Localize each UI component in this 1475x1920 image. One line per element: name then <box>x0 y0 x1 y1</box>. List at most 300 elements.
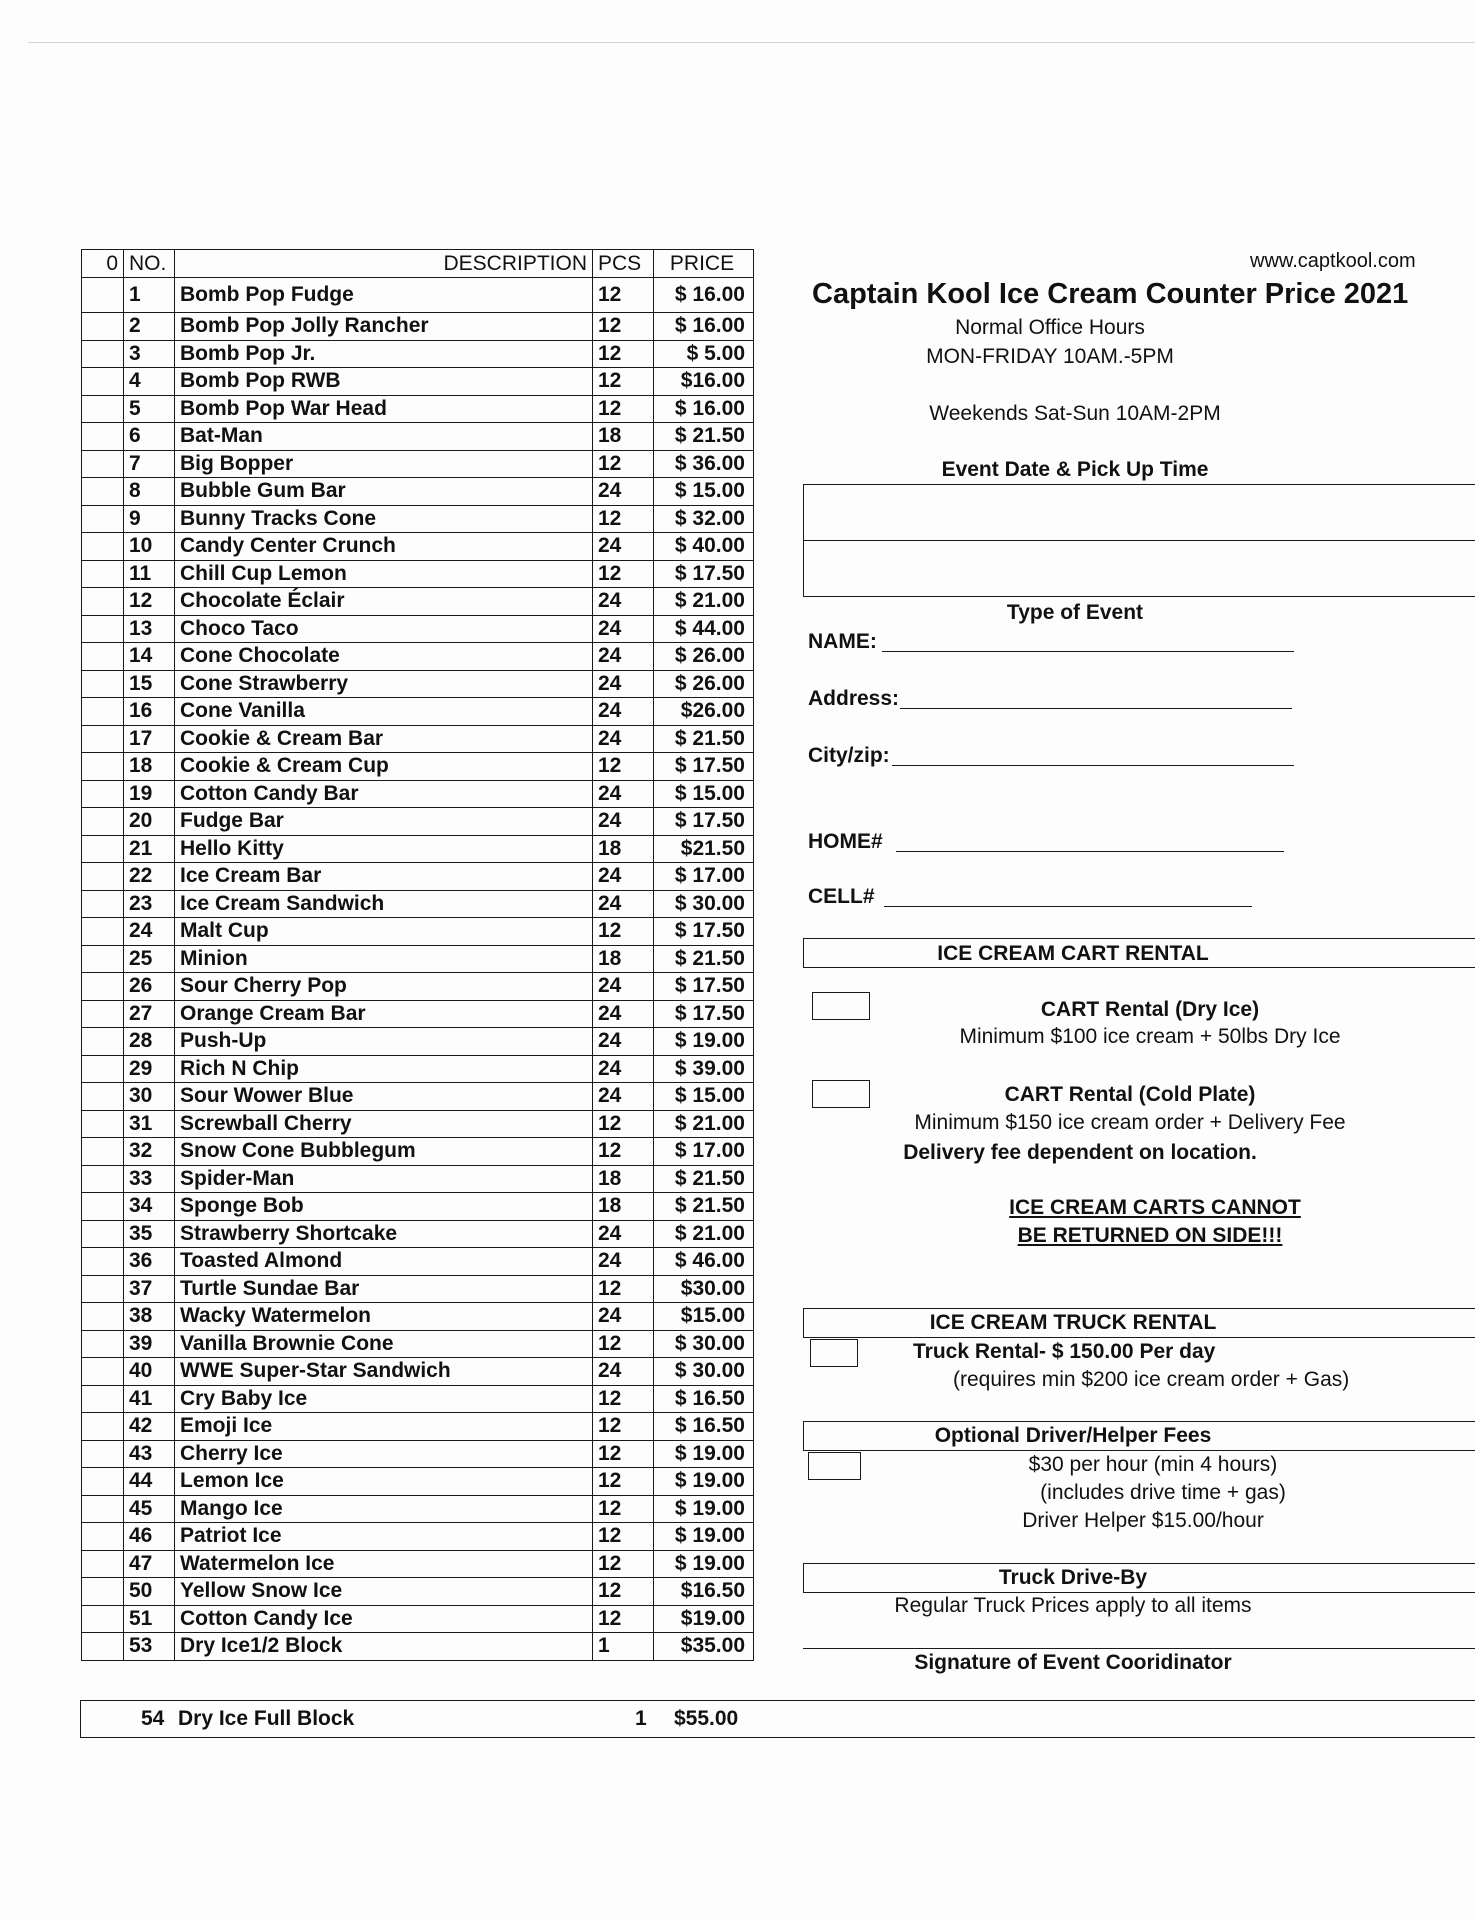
row-zero-cell <box>82 890 124 918</box>
row-number: 50 <box>124 1578 175 1606</box>
row-pcs: 12 <box>593 368 654 396</box>
row-zero-cell <box>82 1495 124 1523</box>
last-row-description: Dry Ice Full Block <box>178 1707 355 1730</box>
row-price: $ 16.00 <box>654 395 754 423</box>
row-description: Rich N Chip <box>175 1055 593 1083</box>
row-zero-cell <box>82 698 124 726</box>
row-description: Chocolate Éclair <box>175 588 593 616</box>
table-row <box>82 698 754 726</box>
row-price: $ 46.00 <box>654 1248 754 1276</box>
table-row <box>82 1413 754 1441</box>
address-field[interactable] <box>900 708 1292 709</box>
col-no-header: NO. <box>124 250 175 278</box>
row-number: 34 <box>124 1193 175 1221</box>
row-number: 15 <box>124 670 175 698</box>
row-price: $ 16.00 <box>654 278 754 313</box>
cityzip-label: City/zip: <box>808 744 890 767</box>
row-zero-cell <box>82 973 124 1001</box>
row-pcs: 24 <box>593 808 654 836</box>
row-zero-cell <box>82 1275 124 1303</box>
cart-cold-plate-title: CART Rental (Cold Plate) <box>1004 1083 1256 1106</box>
row-price: $ 21.00 <box>654 1220 754 1248</box>
row-description: Dry Ice1/2 Block <box>175 1633 593 1661</box>
cityzip-field[interactable] <box>892 765 1294 766</box>
row-price: $ 21.50 <box>654 423 754 451</box>
row-pcs: 24 <box>593 780 654 808</box>
row-price: $ 17.00 <box>654 863 754 891</box>
row-pcs: 12 <box>593 1605 654 1633</box>
row-pcs: 24 <box>593 725 654 753</box>
table-row <box>82 1248 754 1276</box>
page-top-rule <box>28 42 1475 43</box>
drive-by-desc: Regular Truck Prices apply to all items <box>894 1594 1252 1617</box>
row-price: $ 21.00 <box>654 1110 754 1138</box>
row-description: Emoji Ice <box>175 1413 593 1441</box>
row-price: $ 21.50 <box>654 945 754 973</box>
row-zero-cell <box>82 1193 124 1221</box>
cart-warning-line1: ICE CREAM CARTS CANNOT <box>1009 1196 1301 1219</box>
last-row-pcs: 1 <box>635 1707 647 1730</box>
row-price: $30.00 <box>654 1275 754 1303</box>
table-row <box>82 1275 754 1303</box>
table-row <box>82 1605 754 1633</box>
row-description: WWE Super-Star Sandwich <box>175 1358 593 1386</box>
driver-fee-rate: $30 per hour (min 4 hours) <box>1028 1453 1278 1476</box>
table-row <box>82 1138 754 1166</box>
row-pcs: 12 <box>593 505 654 533</box>
row-number: 29 <box>124 1055 175 1083</box>
row-number: 43 <box>124 1440 175 1468</box>
row-price: $ 39.00 <box>654 1055 754 1083</box>
table-row <box>82 278 754 313</box>
row-pcs: 12 <box>593 1495 654 1523</box>
row-price: $ 16.50 <box>654 1413 754 1441</box>
row-price: $ 30.00 <box>654 890 754 918</box>
row-zero-cell <box>82 1303 124 1331</box>
row-pcs: 24 <box>593 890 654 918</box>
row-pcs: 18 <box>593 1165 654 1193</box>
last-row-no: 54 <box>141 1707 165 1730</box>
row-number: 25 <box>124 945 175 973</box>
table-row <box>82 1358 754 1386</box>
row-number: 13 <box>124 615 175 643</box>
row-pcs: 12 <box>593 560 654 588</box>
row-zero-cell <box>82 368 124 396</box>
row-number: 22 <box>124 863 175 891</box>
row-zero-cell <box>82 835 124 863</box>
row-pcs: 24 <box>593 588 654 616</box>
row-description: Push-Up <box>175 1028 593 1056</box>
row-number: 6 <box>124 423 175 451</box>
col-zero-header: 0 <box>82 250 124 278</box>
row-price: $ 19.00 <box>654 1495 754 1523</box>
row-number: 51 <box>124 1605 175 1633</box>
cart-dry-ice-checkbox[interactable] <box>812 992 870 1020</box>
row-price: $26.00 <box>654 698 754 726</box>
row-price: $ 15.00 <box>654 1083 754 1111</box>
row-number: 1 <box>124 278 175 313</box>
row-zero-cell <box>82 1633 124 1661</box>
row-number: 3 <box>124 340 175 368</box>
signature-field[interactable] <box>963 1700 1291 1701</box>
table-row <box>82 395 754 423</box>
event-date-divider <box>803 540 1475 541</box>
table-row <box>82 918 754 946</box>
row-description: Spider-Man <box>175 1165 593 1193</box>
table-row <box>82 863 754 891</box>
table-row <box>82 643 754 671</box>
row-price: $21.50 <box>654 835 754 863</box>
row-description: Sour Cherry Pop <box>175 973 593 1001</box>
row-pcs: 24 <box>593 1303 654 1331</box>
row-price: $15.00 <box>654 1303 754 1331</box>
table-row <box>82 1028 754 1056</box>
driver-helper-rate: Driver Helper $15.00/hour <box>1022 1509 1264 1532</box>
row-description: Candy Center Crunch <box>175 533 593 561</box>
cart-cold-plate-desc: Minimum $150 ice cream order + Delivery Fee <box>914 1111 1346 1134</box>
row-pcs: 12 <box>593 1138 654 1166</box>
row-pcs: 12 <box>593 1550 654 1578</box>
row-pcs: 12 <box>593 340 654 368</box>
row-pcs: 12 <box>593 1110 654 1138</box>
table-row <box>82 505 754 533</box>
row-number: 4 <box>124 368 175 396</box>
row-description: Chill Cup Lemon <box>175 560 593 588</box>
row-description: Choco Taco <box>175 615 593 643</box>
table-row <box>82 615 754 643</box>
row-zero-cell <box>82 1028 124 1056</box>
row-number: 33 <box>124 1165 175 1193</box>
row-number: 35 <box>124 1220 175 1248</box>
row-description: Cookie & Cream Bar <box>175 725 593 753</box>
row-zero-cell <box>82 615 124 643</box>
table-row <box>82 1083 754 1111</box>
office-hours-weekends: Weekends Sat-Sun 10AM-2PM <box>929 402 1221 425</box>
table-row <box>82 725 754 753</box>
table-row <box>82 1578 754 1606</box>
row-description: Strawberry Shortcake <box>175 1220 593 1248</box>
row-pcs: 12 <box>593 753 654 781</box>
table-row <box>82 973 754 1001</box>
table-row <box>82 1055 754 1083</box>
table-row <box>82 1220 754 1248</box>
row-pcs: 12 <box>593 450 654 478</box>
row-zero-cell <box>82 1083 124 1111</box>
row-description: Fudge Bar <box>175 808 593 836</box>
driver-fees-heading: Optional Driver/Helper Fees <box>934 1424 1212 1447</box>
row-price: $ 19.00 <box>654 1440 754 1468</box>
row-description: Toasted Almond <box>175 1248 593 1276</box>
row-pcs: 24 <box>593 698 654 726</box>
row-number: 11 <box>124 560 175 588</box>
row-number: 7 <box>124 450 175 478</box>
table-row <box>82 1330 754 1358</box>
row-price: $ 17.50 <box>654 560 754 588</box>
table-row <box>82 1633 754 1661</box>
row-description: Turtle Sundae Bar <box>175 1275 593 1303</box>
table-row <box>82 780 754 808</box>
row-pcs: 24 <box>593 1028 654 1056</box>
driver-fee-includes: (includes drive time + gas) <box>1040 1481 1286 1504</box>
table-last-row <box>80 1700 1475 1738</box>
row-zero-cell <box>82 1110 124 1138</box>
row-zero-cell <box>82 1578 124 1606</box>
table-row <box>82 368 754 396</box>
row-price: $ 17.50 <box>654 973 754 1001</box>
row-price: $ 26.00 <box>654 643 754 671</box>
row-price: $ 30.00 <box>654 1330 754 1358</box>
row-description: Lemon Ice <box>175 1468 593 1496</box>
row-pcs: 24 <box>593 643 654 671</box>
row-zero-cell <box>82 918 124 946</box>
row-number: 24 <box>124 918 175 946</box>
row-pcs: 24 <box>593 863 654 891</box>
row-number: 26 <box>124 973 175 1001</box>
row-zero-cell <box>82 340 124 368</box>
table-row <box>82 1193 754 1221</box>
row-zero-cell <box>82 725 124 753</box>
event-date-label: Event Date & Pick Up Time <box>941 458 1209 481</box>
row-description: Bomb Pop RWB <box>175 368 593 396</box>
row-zero-cell <box>82 1605 124 1633</box>
row-zero-cell <box>82 278 124 313</box>
row-pcs: 12 <box>593 1385 654 1413</box>
row-pcs: 24 <box>593 1248 654 1276</box>
row-pcs: 24 <box>593 973 654 1001</box>
row-price: $35.00 <box>654 1633 754 1661</box>
table-row <box>82 835 754 863</box>
row-description: Wacky Watermelon <box>175 1303 593 1331</box>
row-description: Screwball Cherry <box>175 1110 593 1138</box>
price-table <box>81 249 754 1661</box>
table-row <box>82 1110 754 1138</box>
row-price: $ 16.50 <box>654 1385 754 1413</box>
row-price: $19.00 <box>654 1605 754 1633</box>
row-number: 36 <box>124 1248 175 1276</box>
row-number: 23 <box>124 890 175 918</box>
row-description: Yellow Snow Ice <box>175 1578 593 1606</box>
row-description: Cone Chocolate <box>175 643 593 671</box>
row-zero-cell <box>82 945 124 973</box>
row-description: Vanilla Brownie Cone <box>175 1330 593 1358</box>
row-zero-cell <box>82 753 124 781</box>
row-number: 17 <box>124 725 175 753</box>
row-pcs: 12 <box>593 1468 654 1496</box>
row-description: Bubble Gum Bar <box>175 478 593 506</box>
row-number: 21 <box>124 835 175 863</box>
row-description: Bat-Man <box>175 423 593 451</box>
row-description: Cry Baby Ice <box>175 1385 593 1413</box>
row-zero-cell <box>82 505 124 533</box>
table-row <box>82 1523 754 1551</box>
row-price: $ 17.50 <box>654 753 754 781</box>
row-price: $ 19.00 <box>654 1028 754 1056</box>
row-description: Bomb Pop Fudge <box>175 278 593 313</box>
row-number: 42 <box>124 1413 175 1441</box>
row-description: Big Bopper <box>175 450 593 478</box>
driver-fees-checkbox[interactable] <box>808 1452 861 1480</box>
row-price: $ 17.50 <box>654 1000 754 1028</box>
row-zero-cell <box>82 588 124 616</box>
row-number: 10 <box>124 533 175 561</box>
row-description: Cotton Candy Ice <box>175 1605 593 1633</box>
row-zero-cell <box>82 1550 124 1578</box>
row-number: 27 <box>124 1000 175 1028</box>
row-zero-cell <box>82 1055 124 1083</box>
row-price: $ 15.00 <box>654 478 754 506</box>
row-description: Bomb Pop War Head <box>175 395 593 423</box>
row-pcs: 24 <box>593 533 654 561</box>
truck-rental-requirement: (requires min $200 ice cream order + Gas) <box>953 1368 1350 1391</box>
row-pcs: 12 <box>593 1440 654 1468</box>
table-row <box>82 588 754 616</box>
row-pcs: 18 <box>593 945 654 973</box>
row-pcs: 24 <box>593 1083 654 1111</box>
row-zero-cell <box>82 1248 124 1276</box>
row-number: 40 <box>124 1358 175 1386</box>
row-price: $ 32.00 <box>654 505 754 533</box>
row-zero-cell <box>82 395 124 423</box>
row-pcs: 12 <box>593 1330 654 1358</box>
row-description: Bomb Pop Jr. <box>175 340 593 368</box>
row-number: 2 <box>124 313 175 341</box>
row-price: $ 30.00 <box>654 1358 754 1386</box>
row-description: Minion <box>175 945 593 973</box>
row-zero-cell <box>82 808 124 836</box>
row-price: $ 17.50 <box>654 918 754 946</box>
event-type-label: Type of Event <box>1006 601 1144 624</box>
row-number: 30 <box>124 1083 175 1111</box>
row-pcs: 24 <box>593 1055 654 1083</box>
row-zero-cell <box>82 1358 124 1386</box>
row-number: 38 <box>124 1303 175 1331</box>
row-number: 12 <box>124 588 175 616</box>
table-row <box>82 313 754 341</box>
name-field[interactable] <box>882 651 1294 652</box>
signature-top-rule <box>803 1648 1475 1649</box>
row-description: Bomb Pop Jolly Rancher <box>175 313 593 341</box>
table-row <box>82 945 754 973</box>
last-row-price: $55.00 <box>674 1707 739 1730</box>
table-row <box>82 1550 754 1578</box>
delivery-fee-note: Delivery fee dependent on location. <box>903 1141 1257 1164</box>
row-description: Ice Cream Sandwich <box>175 890 593 918</box>
row-zero-cell <box>82 1468 124 1496</box>
row-pcs: 12 <box>593 278 654 313</box>
row-description: Watermelon Ice <box>175 1550 593 1578</box>
row-number: 14 <box>124 643 175 671</box>
row-description: Cone Strawberry <box>175 670 593 698</box>
row-number: 16 <box>124 698 175 726</box>
price-table-body <box>82 278 754 1661</box>
row-price: $ 17.50 <box>654 808 754 836</box>
row-pcs: 1 <box>593 1633 654 1661</box>
drive-by-heading: Truck Drive-By <box>998 1566 1148 1589</box>
table-row <box>82 450 754 478</box>
row-price: $ 19.00 <box>654 1523 754 1551</box>
row-pcs: 24 <box>593 1000 654 1028</box>
row-zero-cell <box>82 1000 124 1028</box>
cart-warning-line2: BE RETURNED ON SIDE!!! <box>1017 1224 1283 1247</box>
table-row <box>82 560 754 588</box>
row-price: $16.00 <box>654 368 754 396</box>
row-zero-cell <box>82 1330 124 1358</box>
row-price: $ 17.00 <box>654 1138 754 1166</box>
table-row <box>82 1303 754 1331</box>
row-pcs: 12 <box>593 918 654 946</box>
office-hours-label: Normal Office Hours <box>955 316 1145 339</box>
row-zero-cell <box>82 1413 124 1441</box>
row-zero-cell <box>82 643 124 671</box>
row-description: Sour Wower Blue <box>175 1083 593 1111</box>
table-row <box>82 1440 754 1468</box>
row-zero-cell <box>82 1440 124 1468</box>
row-zero-cell <box>82 1385 124 1413</box>
col-description-header: DESCRIPTION <box>175 250 593 278</box>
row-zero-cell <box>82 533 124 561</box>
table-row <box>82 670 754 698</box>
signature-label: Signature of Event Cooridinator <box>914 1651 1232 1674</box>
truck-rental-checkbox[interactable] <box>810 1339 858 1367</box>
row-number: 47 <box>124 1550 175 1578</box>
truck-rental-heading: ICE CREAM TRUCK RENTAL <box>929 1311 1217 1334</box>
row-zero-cell <box>82 1165 124 1193</box>
name-label: NAME: <box>808 630 877 653</box>
row-description: Orange Cream Bar <box>175 1000 593 1028</box>
table-row <box>82 1468 754 1496</box>
row-price: $ 21.50 <box>654 1193 754 1221</box>
cell-phone-field[interactable] <box>884 906 1252 907</box>
row-price: $ 21.50 <box>654 1165 754 1193</box>
row-number: 41 <box>124 1385 175 1413</box>
row-price: $ 19.00 <box>654 1468 754 1496</box>
row-description: Ice Cream Bar <box>175 863 593 891</box>
row-number: 39 <box>124 1330 175 1358</box>
row-number: 46 <box>124 1523 175 1551</box>
row-zero-cell <box>82 1523 124 1551</box>
row-pcs: 18 <box>593 1193 654 1221</box>
row-pcs: 24 <box>593 478 654 506</box>
row-number: 19 <box>124 780 175 808</box>
row-price: $ 19.00 <box>654 1550 754 1578</box>
row-price: $ 15.00 <box>654 780 754 808</box>
page-title: Captain Kool Ice Cream Counter Price 2021 <box>812 278 1409 310</box>
table-row <box>82 423 754 451</box>
cart-dry-ice-desc: Minimum $100 ice cream + 50lbs Dry Ice <box>959 1025 1341 1048</box>
row-number: 53 <box>124 1633 175 1661</box>
table-row <box>82 1495 754 1523</box>
table-row <box>82 340 754 368</box>
row-number: 9 <box>124 505 175 533</box>
table-row <box>82 1000 754 1028</box>
row-zero-cell <box>82 450 124 478</box>
row-price: $ 36.00 <box>654 450 754 478</box>
table-row <box>82 808 754 836</box>
row-pcs: 12 <box>593 1523 654 1551</box>
row-description: Snow Cone Bubblegum <box>175 1138 593 1166</box>
col-price-header: PRICE <box>654 250 754 278</box>
cart-rental-heading: ICE CREAM CART RENTAL <box>937 942 1209 965</box>
row-zero-cell <box>82 863 124 891</box>
row-zero-cell <box>82 670 124 698</box>
home-phone-field[interactable] <box>896 851 1284 852</box>
cart-cold-plate-checkbox[interactable] <box>812 1080 870 1108</box>
row-number: 18 <box>124 753 175 781</box>
table-row <box>82 890 754 918</box>
row-pcs: 12 <box>593 1275 654 1303</box>
row-description: Malt Cup <box>175 918 593 946</box>
row-description: Patriot Ice <box>175 1523 593 1551</box>
